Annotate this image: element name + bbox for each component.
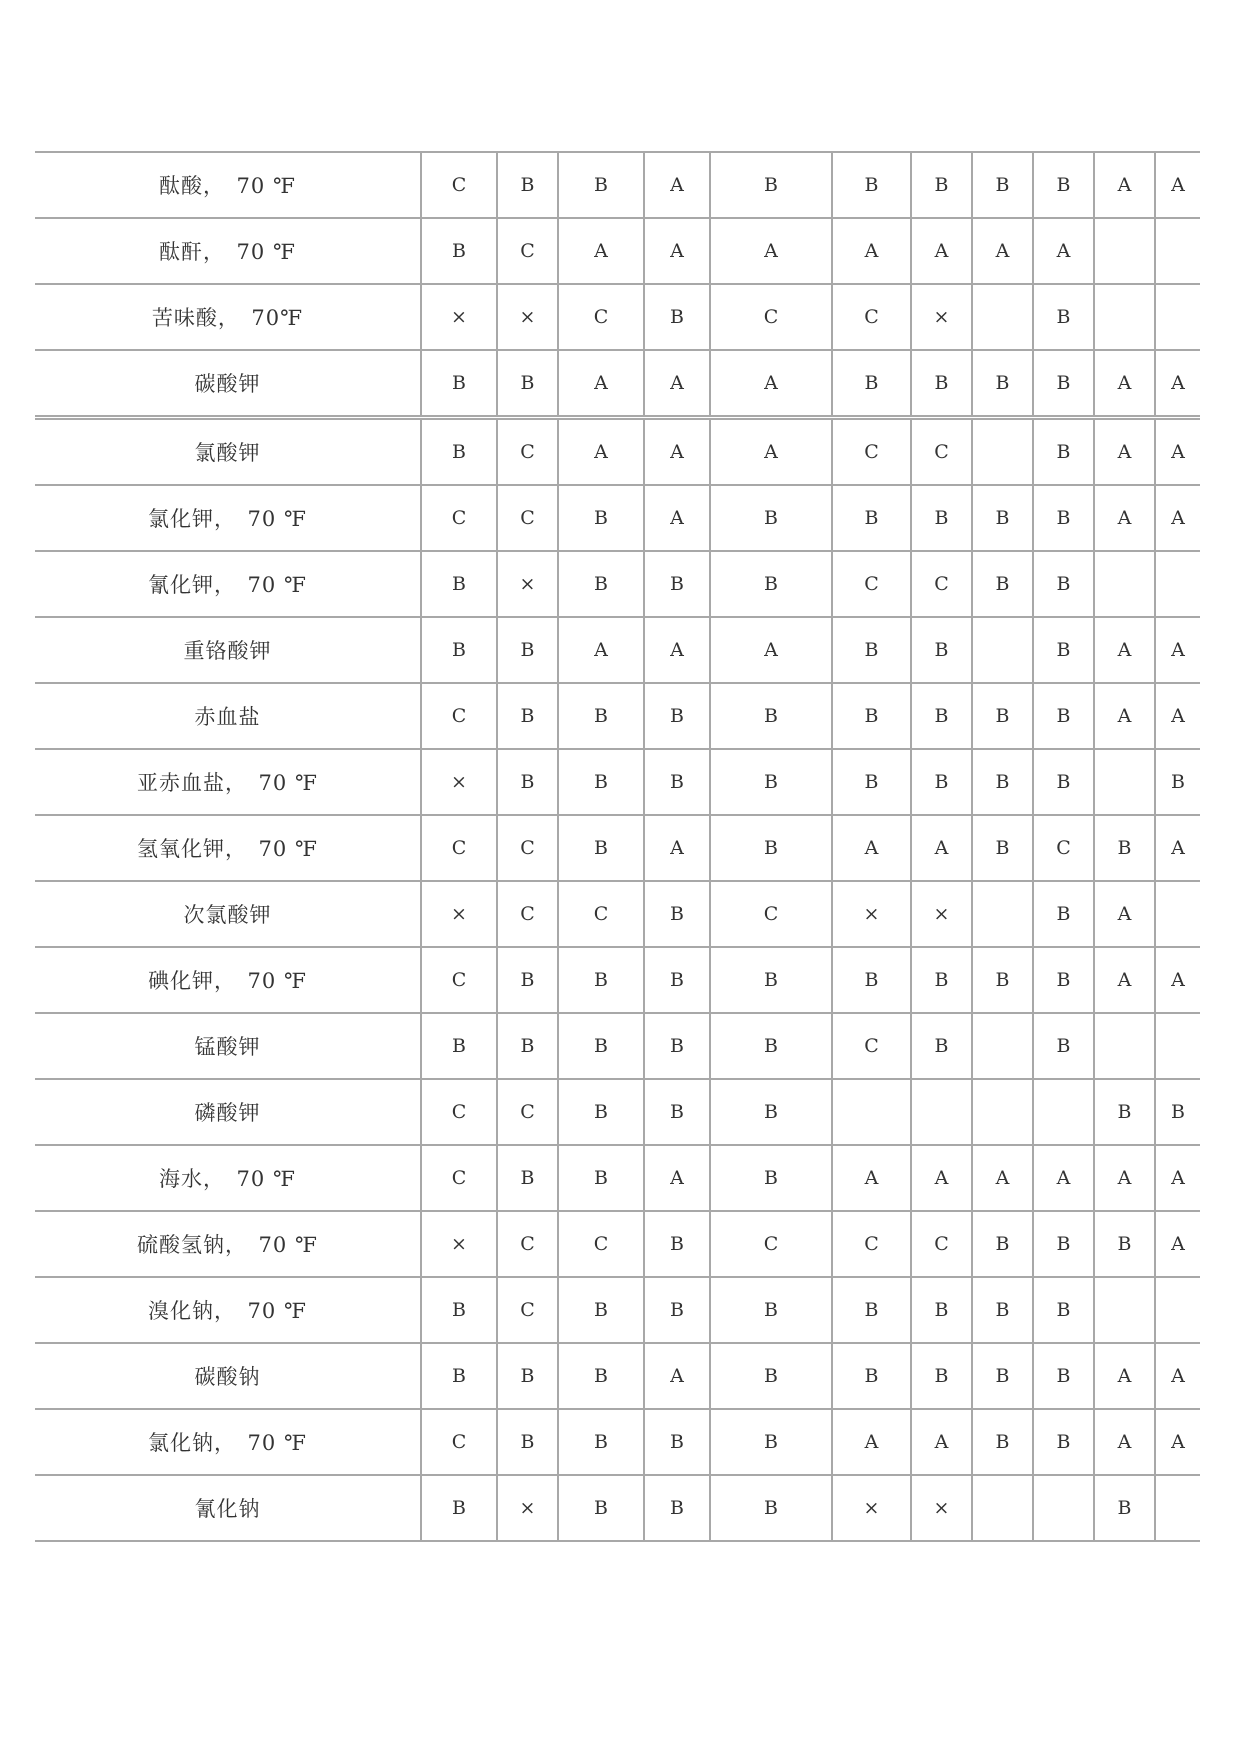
rating-cell: B bbox=[972, 551, 1033, 617]
rating-cell: A bbox=[644, 218, 710, 284]
rating-cell: B bbox=[644, 284, 710, 350]
rating-cell: B bbox=[1033, 551, 1094, 617]
rating-cell: A bbox=[644, 617, 710, 683]
rating-cell: A bbox=[832, 218, 911, 284]
rating-cell: B bbox=[1033, 1409, 1094, 1475]
rating-cell: B bbox=[497, 152, 558, 218]
rating-cell: × bbox=[421, 881, 497, 947]
rating-cell: B bbox=[832, 1343, 911, 1409]
rating-cell: B bbox=[644, 1079, 710, 1145]
rating-cell: C bbox=[832, 551, 911, 617]
rating-cell: B bbox=[911, 485, 972, 551]
rating-cell: B bbox=[1033, 485, 1094, 551]
rating-cell: A bbox=[710, 218, 832, 284]
rating-cell: B bbox=[1155, 749, 1200, 815]
rating-cell: B bbox=[972, 350, 1033, 418]
rating-cell: A bbox=[1155, 418, 1200, 486]
rating-cell: A bbox=[1094, 350, 1155, 418]
rating-cell: B bbox=[710, 1409, 832, 1475]
rating-cell: × bbox=[497, 284, 558, 350]
chemical-name-cell: 氰化钠 bbox=[35, 1475, 421, 1541]
rating-cell: A bbox=[644, 815, 710, 881]
rating-cell: B bbox=[558, 683, 644, 749]
rating-cell: C bbox=[558, 881, 644, 947]
rating-cell: C bbox=[710, 284, 832, 350]
rating-cell: B bbox=[1033, 1211, 1094, 1277]
rating-cell: B bbox=[421, 617, 497, 683]
rating-cell: A bbox=[1155, 1145, 1200, 1211]
rating-cell: B bbox=[1033, 749, 1094, 815]
rating-cell: B bbox=[497, 1145, 558, 1211]
resistance-table-container bbox=[35, 151, 1200, 1542]
table-row bbox=[35, 683, 1200, 749]
rating-cell: A bbox=[644, 1343, 710, 1409]
table-row bbox=[35, 485, 1200, 551]
rating-cell: A bbox=[1094, 1343, 1155, 1409]
rating-cell: B bbox=[1094, 1079, 1155, 1145]
rating-cell: A bbox=[1094, 1145, 1155, 1211]
table-row bbox=[35, 152, 1200, 218]
rating-cell: B bbox=[710, 947, 832, 1013]
rating-cell: C bbox=[421, 815, 497, 881]
rating-cell: B bbox=[972, 485, 1033, 551]
rating-cell: B bbox=[497, 617, 558, 683]
rating-cell bbox=[1094, 749, 1155, 815]
rating-cell: A bbox=[1094, 617, 1155, 683]
rating-cell: A bbox=[1155, 683, 1200, 749]
chemical-name-cell: 赤血盐 bbox=[35, 683, 421, 749]
rating-cell: A bbox=[911, 1409, 972, 1475]
rating-cell: A bbox=[558, 418, 644, 486]
rating-cell: C bbox=[421, 683, 497, 749]
rating-cell: B bbox=[497, 350, 558, 418]
chemical-name-cell: 酞酐， 70 ℉ bbox=[35, 218, 421, 284]
rating-cell: B bbox=[558, 749, 644, 815]
rating-cell: A bbox=[1155, 617, 1200, 683]
rating-cell: B bbox=[1033, 152, 1094, 218]
rating-cell: B bbox=[421, 1013, 497, 1079]
rating-cell: C bbox=[421, 1409, 497, 1475]
chemical-name-cell: 溴化钠， 70 ℉ bbox=[35, 1277, 421, 1343]
rating-cell: A bbox=[644, 485, 710, 551]
rating-cell: × bbox=[421, 284, 497, 350]
rating-cell: B bbox=[497, 683, 558, 749]
rating-cell: B bbox=[911, 350, 972, 418]
rating-cell: B bbox=[558, 1079, 644, 1145]
chemical-name-cell: 氯酸钾 bbox=[35, 418, 421, 486]
rating-cell: A bbox=[1155, 350, 1200, 418]
rating-cell: × bbox=[911, 881, 972, 947]
rating-cell: A bbox=[558, 218, 644, 284]
rating-cell: B bbox=[911, 947, 972, 1013]
rating-cell: A bbox=[1155, 1211, 1200, 1277]
rating-cell: B bbox=[421, 350, 497, 418]
table-row bbox=[35, 815, 1200, 881]
rating-cell: C bbox=[497, 218, 558, 284]
rating-cell: C bbox=[497, 815, 558, 881]
rating-cell: C bbox=[497, 881, 558, 947]
rating-cell: A bbox=[911, 815, 972, 881]
rating-cell: C bbox=[421, 1145, 497, 1211]
rating-cell: B bbox=[558, 1145, 644, 1211]
table-row bbox=[35, 749, 1200, 815]
rating-cell: × bbox=[497, 551, 558, 617]
table-row bbox=[35, 1409, 1200, 1475]
rating-cell: B bbox=[972, 947, 1033, 1013]
rating-cell: B bbox=[421, 1475, 497, 1541]
rating-cell bbox=[972, 1475, 1033, 1541]
rating-cell: A bbox=[1033, 218, 1094, 284]
rating-cell: B bbox=[1033, 284, 1094, 350]
rating-cell: C bbox=[421, 947, 497, 1013]
rating-cell: A bbox=[832, 815, 911, 881]
rating-cell: B bbox=[972, 1343, 1033, 1409]
rating-cell: C bbox=[421, 1079, 497, 1145]
rating-cell: B bbox=[832, 485, 911, 551]
rating-cell: × bbox=[911, 284, 972, 350]
chemical-name-cell: 酞酸， 70 ℉ bbox=[35, 152, 421, 218]
rating-cell: B bbox=[710, 683, 832, 749]
rating-cell: A bbox=[1155, 152, 1200, 218]
table-row bbox=[35, 881, 1200, 947]
rating-cell: B bbox=[644, 1475, 710, 1541]
rating-cell: A bbox=[1155, 947, 1200, 1013]
rating-cell: B bbox=[421, 1343, 497, 1409]
rating-cell: A bbox=[558, 350, 644, 418]
table-row bbox=[35, 1211, 1200, 1277]
rating-cell: A bbox=[1094, 881, 1155, 947]
rating-cell: B bbox=[832, 152, 911, 218]
rating-cell: B bbox=[710, 1145, 832, 1211]
rating-cell: A bbox=[644, 418, 710, 486]
rating-cell: B bbox=[972, 683, 1033, 749]
rating-cell: B bbox=[644, 551, 710, 617]
rating-cell: B bbox=[832, 1277, 911, 1343]
rating-cell: C bbox=[911, 551, 972, 617]
rating-cell: B bbox=[832, 683, 911, 749]
rating-cell: B bbox=[710, 1475, 832, 1541]
chemical-name-cell: 氯化钠， 70 ℉ bbox=[35, 1409, 421, 1475]
rating-cell: C bbox=[497, 1079, 558, 1145]
chemical-name-cell: 锰酸钾 bbox=[35, 1013, 421, 1079]
rating-cell: C bbox=[911, 1211, 972, 1277]
rating-cell: B bbox=[832, 617, 911, 683]
rating-cell: B bbox=[1033, 1343, 1094, 1409]
rating-cell: B bbox=[710, 1277, 832, 1343]
rating-cell: A bbox=[1094, 485, 1155, 551]
rating-cell bbox=[1155, 1013, 1200, 1079]
rating-cell: B bbox=[1033, 881, 1094, 947]
rating-cell: A bbox=[1155, 1409, 1200, 1475]
rating-cell: × bbox=[421, 749, 497, 815]
rating-cell: B bbox=[644, 1013, 710, 1079]
rating-cell: A bbox=[710, 350, 832, 418]
rating-cell: A bbox=[1094, 152, 1155, 218]
rating-cell: B bbox=[1155, 1079, 1200, 1145]
rating-cell: B bbox=[644, 1277, 710, 1343]
rating-cell: C bbox=[421, 152, 497, 218]
table-row bbox=[35, 551, 1200, 617]
rating-cell: C bbox=[497, 418, 558, 486]
rating-cell: B bbox=[421, 218, 497, 284]
rating-cell bbox=[1094, 218, 1155, 284]
table-row bbox=[35, 350, 1200, 418]
rating-cell bbox=[972, 284, 1033, 350]
rating-cell: B bbox=[497, 947, 558, 1013]
rating-cell: × bbox=[832, 881, 911, 947]
rating-cell: A bbox=[1033, 1145, 1094, 1211]
chemical-name-cell: 海水， 70 ℉ bbox=[35, 1145, 421, 1211]
rating-cell: B bbox=[421, 418, 497, 486]
rating-cell bbox=[972, 418, 1033, 486]
chemical-name-cell: 磷酸钾 bbox=[35, 1079, 421, 1145]
rating-cell: B bbox=[832, 947, 911, 1013]
rating-cell: B bbox=[644, 683, 710, 749]
rating-cell: C bbox=[497, 485, 558, 551]
rating-cell: A bbox=[972, 218, 1033, 284]
rating-cell: C bbox=[497, 1277, 558, 1343]
rating-cell: C bbox=[558, 284, 644, 350]
rating-cell: B bbox=[497, 1013, 558, 1079]
rating-cell: A bbox=[710, 418, 832, 486]
rating-cell: C bbox=[497, 1211, 558, 1277]
chemical-name-cell: 重铬酸钾 bbox=[35, 617, 421, 683]
rating-cell: B bbox=[558, 152, 644, 218]
rating-cell: B bbox=[911, 749, 972, 815]
rating-cell: × bbox=[911, 1475, 972, 1541]
rating-cell: B bbox=[710, 749, 832, 815]
rating-cell bbox=[1155, 551, 1200, 617]
rating-cell: C bbox=[1033, 815, 1094, 881]
table-row bbox=[35, 1013, 1200, 1079]
rating-cell: A bbox=[911, 218, 972, 284]
rating-cell: A bbox=[644, 1145, 710, 1211]
rating-cell: A bbox=[1155, 485, 1200, 551]
rating-cell bbox=[1033, 1475, 1094, 1541]
table-row bbox=[35, 418, 1200, 486]
rating-cell: B bbox=[644, 1211, 710, 1277]
rating-cell: B bbox=[497, 1409, 558, 1475]
rating-cell: A bbox=[1094, 947, 1155, 1013]
rating-cell: B bbox=[972, 1211, 1033, 1277]
chemical-resistance-table bbox=[35, 151, 1200, 1542]
rating-cell: B bbox=[972, 1277, 1033, 1343]
rating-cell: × bbox=[832, 1475, 911, 1541]
chemical-name-cell: 碳酸钾 bbox=[35, 350, 421, 418]
rating-cell: A bbox=[832, 1145, 911, 1211]
rating-cell: A bbox=[558, 617, 644, 683]
rating-cell: A bbox=[832, 1409, 911, 1475]
rating-cell: B bbox=[832, 350, 911, 418]
rating-cell bbox=[1094, 551, 1155, 617]
table-row bbox=[35, 1277, 1200, 1343]
chemical-name-cell: 硫酸氢钠， 70 ℉ bbox=[35, 1211, 421, 1277]
rating-cell: B bbox=[972, 152, 1033, 218]
table-row bbox=[35, 1145, 1200, 1211]
rating-cell bbox=[1094, 1277, 1155, 1343]
rating-cell: B bbox=[644, 947, 710, 1013]
table-row bbox=[35, 1343, 1200, 1409]
rating-cell: B bbox=[644, 881, 710, 947]
chemical-name-cell: 次氯酸钾 bbox=[35, 881, 421, 947]
rating-cell: B bbox=[1033, 418, 1094, 486]
table-row bbox=[35, 617, 1200, 683]
rating-cell: B bbox=[710, 1343, 832, 1409]
rating-cell: A bbox=[1094, 1409, 1155, 1475]
rating-cell: B bbox=[1094, 1475, 1155, 1541]
rating-cell: B bbox=[1094, 1211, 1155, 1277]
rating-cell: × bbox=[421, 1211, 497, 1277]
rating-cell: C bbox=[832, 284, 911, 350]
chemical-name-cell: 氢氧化钾， 70 ℉ bbox=[35, 815, 421, 881]
table-row bbox=[35, 218, 1200, 284]
rating-cell: C bbox=[710, 881, 832, 947]
table-row bbox=[35, 1079, 1200, 1145]
rating-cell: A bbox=[1155, 1343, 1200, 1409]
rating-cell: B bbox=[558, 815, 644, 881]
rating-cell: B bbox=[911, 683, 972, 749]
rating-cell bbox=[972, 1013, 1033, 1079]
chemical-name-cell: 氰化钾， 70 ℉ bbox=[35, 551, 421, 617]
rating-cell: B bbox=[710, 1079, 832, 1145]
rating-cell: B bbox=[1033, 617, 1094, 683]
rating-cell: B bbox=[644, 1409, 710, 1475]
rating-cell: A bbox=[644, 350, 710, 418]
rating-cell: B bbox=[911, 1013, 972, 1079]
rating-cell: B bbox=[558, 1475, 644, 1541]
rating-cell: B bbox=[1094, 815, 1155, 881]
rating-cell: B bbox=[1033, 1277, 1094, 1343]
rating-cell: B bbox=[421, 551, 497, 617]
rating-cell: B bbox=[911, 152, 972, 218]
rating-cell: B bbox=[558, 1409, 644, 1475]
rating-cell: B bbox=[911, 1277, 972, 1343]
rating-cell bbox=[832, 1079, 911, 1145]
table-row bbox=[35, 1475, 1200, 1541]
rating-cell: B bbox=[972, 815, 1033, 881]
table-row bbox=[35, 284, 1200, 350]
rating-cell: B bbox=[1033, 947, 1094, 1013]
rating-cell: × bbox=[497, 1475, 558, 1541]
rating-cell: B bbox=[497, 749, 558, 815]
rating-cell: B bbox=[710, 485, 832, 551]
rating-cell: B bbox=[972, 1409, 1033, 1475]
rating-cell: A bbox=[1094, 683, 1155, 749]
rating-cell bbox=[1094, 284, 1155, 350]
rating-cell: C bbox=[710, 1211, 832, 1277]
chemical-name-cell: 苦味酸， 70℉ bbox=[35, 284, 421, 350]
rating-cell: C bbox=[911, 418, 972, 486]
rating-cell: B bbox=[497, 1343, 558, 1409]
rating-cell bbox=[972, 881, 1033, 947]
rating-cell: B bbox=[710, 551, 832, 617]
rating-cell: A bbox=[1155, 815, 1200, 881]
rating-cell: B bbox=[710, 1013, 832, 1079]
rating-cell bbox=[911, 1079, 972, 1145]
rating-cell bbox=[972, 617, 1033, 683]
rating-cell: C bbox=[421, 485, 497, 551]
rating-cell bbox=[1155, 1277, 1200, 1343]
rating-cell: B bbox=[1033, 350, 1094, 418]
rating-cell: B bbox=[558, 947, 644, 1013]
chemical-name-cell: 碳酸钠 bbox=[35, 1343, 421, 1409]
rating-cell: A bbox=[710, 617, 832, 683]
rating-cell: C bbox=[558, 1211, 644, 1277]
rating-cell: B bbox=[558, 1277, 644, 1343]
rating-cell: C bbox=[832, 1211, 911, 1277]
rating-cell: C bbox=[832, 418, 911, 486]
rating-cell: B bbox=[911, 617, 972, 683]
rating-cell bbox=[1033, 1079, 1094, 1145]
rating-cell: B bbox=[1033, 1013, 1094, 1079]
rating-cell: C bbox=[832, 1013, 911, 1079]
rating-cell: B bbox=[558, 1343, 644, 1409]
rating-cell: B bbox=[1033, 683, 1094, 749]
table-row bbox=[35, 947, 1200, 1013]
chemical-name-cell: 亚赤血盐， 70 ℉ bbox=[35, 749, 421, 815]
rating-cell: A bbox=[1094, 418, 1155, 486]
rating-cell bbox=[1155, 218, 1200, 284]
rating-cell: A bbox=[644, 152, 710, 218]
rating-cell bbox=[1155, 284, 1200, 350]
rating-cell: A bbox=[911, 1145, 972, 1211]
rating-cell: B bbox=[972, 749, 1033, 815]
rating-cell: B bbox=[558, 551, 644, 617]
rating-cell bbox=[1155, 881, 1200, 947]
rating-cell bbox=[972, 1079, 1033, 1145]
rating-cell: B bbox=[710, 815, 832, 881]
rating-cell: B bbox=[558, 1013, 644, 1079]
rating-cell: B bbox=[710, 152, 832, 218]
rating-cell: A bbox=[972, 1145, 1033, 1211]
rating-cell: B bbox=[644, 749, 710, 815]
rating-cell: B bbox=[558, 485, 644, 551]
rating-cell: B bbox=[832, 749, 911, 815]
chemical-name-cell: 碘化钾， 70 ℉ bbox=[35, 947, 421, 1013]
rating-cell: B bbox=[421, 1277, 497, 1343]
rating-cell bbox=[1155, 1475, 1200, 1541]
chemical-name-cell: 氯化钾， 70 ℉ bbox=[35, 485, 421, 551]
rating-cell bbox=[1094, 1013, 1155, 1079]
table-body bbox=[35, 152, 1200, 1541]
rating-cell: B bbox=[911, 1343, 972, 1409]
